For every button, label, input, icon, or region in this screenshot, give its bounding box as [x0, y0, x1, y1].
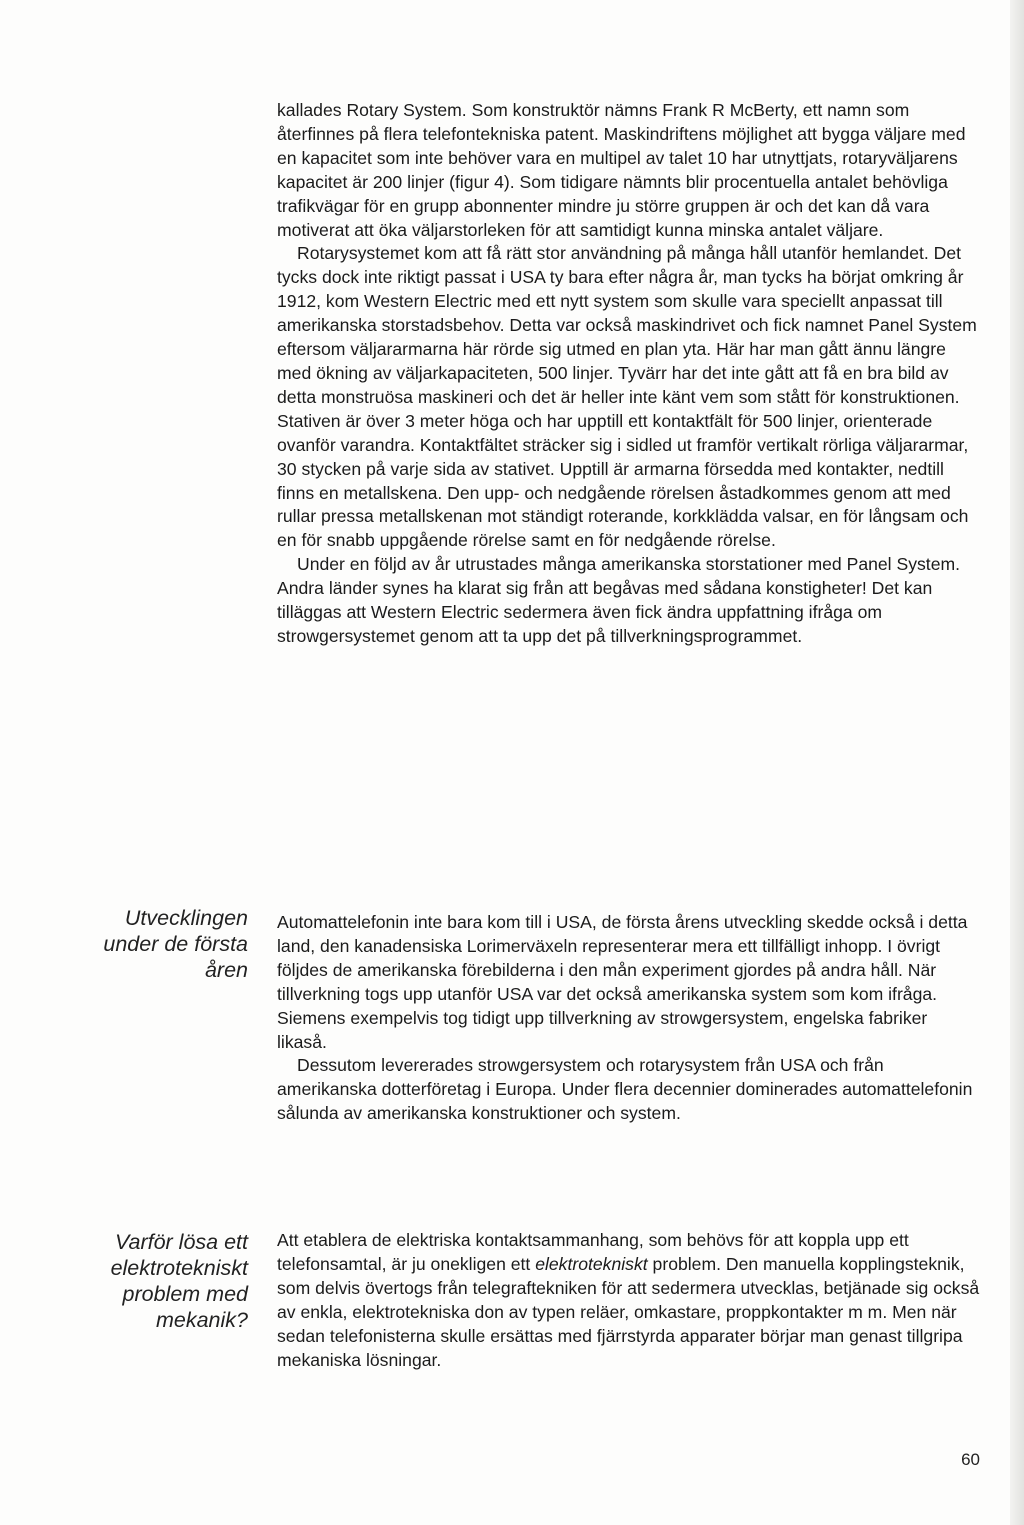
margin-heading-utvecklingen: [60, 905, 248, 983]
heading-line: problem med: [122, 1282, 248, 1306]
paragraph: kallades Rotary System. Som konstruktör nämns Frank R McBerty, ett namn som återfinnes på flera telefontekniska patent. Maskindriftens möjlighet att bygga väljare med en kapacitet som inte behöver vara en multipel av talet 10 har utnyttjats, rotaryväljarens kapacitet är 200 linjer (figur 4). Som tidigare nämnts blir procentuella antalet behövliga trafikvägar för en grupp abonnenter mindre ju större gruppen är och det kan då vara motiverat att öka väljarstorleken för att samtidigt kunna minska antalet väljare.: [277, 100, 966, 240]
section-3-body: [277, 1229, 982, 1372]
page-number: 60: [961, 1450, 980, 1469]
paragraph: Rotarysystemet kom att få rätt stor användning på många håll utanför hemlandet. Det tycks dock inte riktigt passat i USA ty bara efter några år, man tycks ha börjat omkring år 1912, kom Western Electric med ett nytt system som skulle vara speciellt anpassat till amerikanska storstadsbehov. Detta var också maskindrivet och fick namnet Panel System eftersom väljararmarna här rörde sig utmed en plan yta. Här har man gått ännu längre med ökning av väljarkapaciteten, 500 linjer. Tyvärr har det inte gått att få en bra bild av detta monstruösa maskineri och det är heller inte känt vem som stått för konstruktionen. Stativen är över 3 meter höga och har upptill ett kontaktfält för 500 linjer, orienterade ovanför varandra. Kontaktfältet sträcker sig i sidled ut framför vertikalt rörliga väljararmar, 30 stycken på varje sida av stativet. Upptill är armarna försedda med kontakter, nedtill finns en metallskena. Den upp- och nedgående rörelsen åstadkommes genom att med rullar pressa metallskenan mot ständigt roterande, korkklädda valsar, en för långsam och en för snabb uppgående rörelse samt en för nedgående rörelse.: [277, 243, 977, 551]
margin-heading-varfor: [60, 1229, 248, 1333]
heading-line: Varför lösa ett: [114, 1230, 248, 1254]
paragraph: Dessutom levererades strowgersystem och rotarysystem från USA och från amerikanska dotterföretag i Europa. Under flera decennier dominerades automattelefonin sålunda av amerikanska konstruktioner och system.: [277, 1055, 973, 1124]
paragraph: [277, 1229, 982, 1372]
heading-line: Utvecklingen: [124, 906, 248, 930]
text-run: Att etablera de elektriska kontaktsammanhang, som behövs för att koppla upp ett telefonsamtal, är ju onekligen ett: [277, 1230, 909, 1274]
heading-line: åren: [204, 958, 248, 982]
heading-line: mekanik?: [155, 1308, 248, 1332]
heading-line: under de första: [103, 932, 248, 956]
section-2-body: [277, 911, 982, 1126]
text-run: problem. Den manuella kopplingsteknik, som delvis övertogs från telegraftekniken för att sedermera utvecklas, betjänade sig också av enkla, elektrotekniska don av typen reläer, omkastare, proppkontakter m m. Men när sedan telefonisterna skulle ersättas med fjärrstyrda apparater börjar man genast tillgripa mekaniska lösningar.: [277, 1253, 980, 1370]
paragraph: Under en följd av år utrustades många amerikanska storstationer med Panel System. Andra länder synes ha klarat sig från att begåvas med sådana konstigheter! Det kan tilläggas att Western Electric sedermera även fick ändra uppfattning ifråga om strowgersystemet genom att ta upp det på tillverkningsprogrammet.: [277, 554, 961, 646]
section-1-body: [277, 99, 982, 649]
page-edge: [1010, 0, 1024, 1525]
heading-line: elektrotekniskt: [110, 1256, 248, 1280]
emphasis-text: elektrotekniskt: [535, 1253, 648, 1274]
paragraph: Automattelefonin inte bara kom till i USA, de första årens utveckling skedde också i detta land, den kanadensiska Lorimerväxeln representerar mera ett tillfälligt inhopp. I övrigt följdes de amerikanska förebilderna i den mån experiment gjordes på andra håll. När tillverkning togs upp utanför USA var det också amerikanska system som kom ifråga. Siemens exempelvis tog tidigt upp tillverkning av strowgersystem, engelska fabriker likaså.: [277, 912, 968, 1052]
